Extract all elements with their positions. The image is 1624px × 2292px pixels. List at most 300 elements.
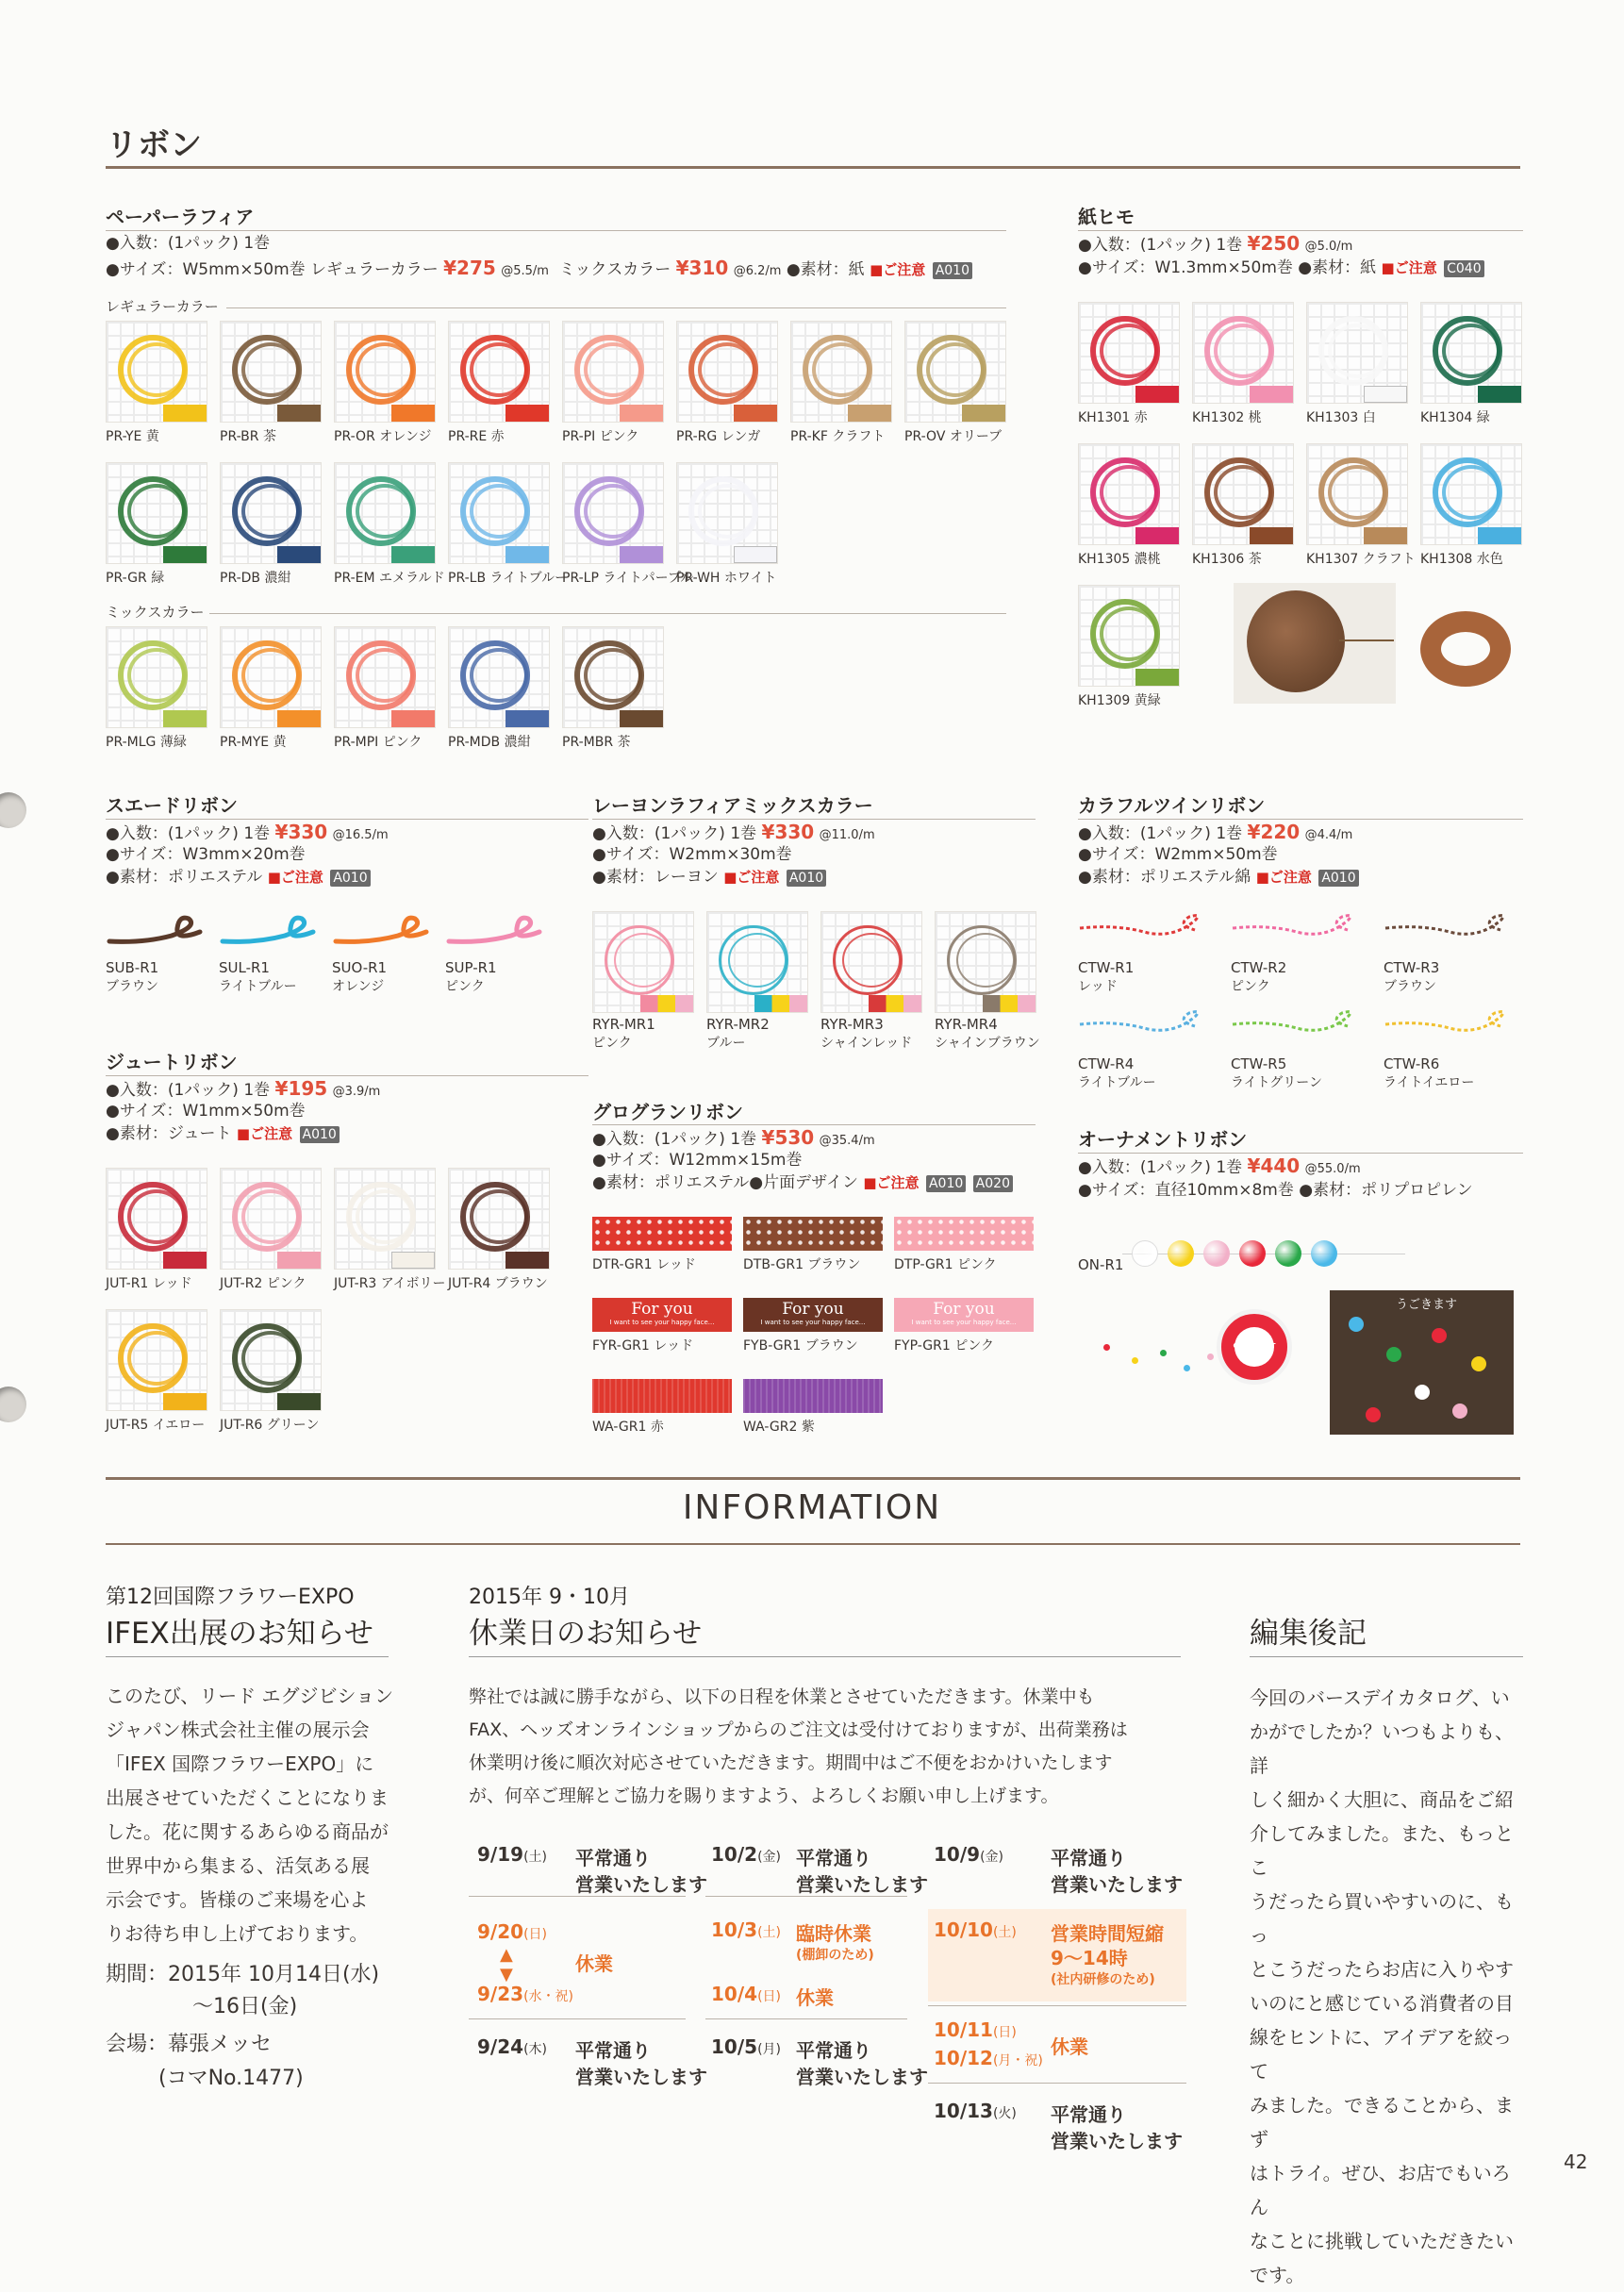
color-swatch [277,710,321,727]
ribbon-coil-inner [1100,324,1158,378]
code-badge: A010 [787,870,826,887]
product-code-label: FYB-GR1 ブラウン [743,1338,858,1354]
info-rule [106,1477,1520,1480]
divider [705,1896,907,1897]
product-swatch-tile [1420,302,1522,404]
product-swatch-tile [220,462,322,564]
paragraph-line: しく細かく大胆に、商品をご紹 [1250,1788,1514,1811]
color-swatch [505,710,549,727]
spec-text: ●素材：ポリエステル [106,868,263,887]
color-swatch [848,405,891,422]
unit-price: @35.4/m [819,1134,875,1148]
divider [1250,1656,1523,1657]
color-swatch [505,405,549,422]
color-swatch [1135,386,1179,403]
product-swatch-tile [562,321,664,423]
status-temp-closed: 臨時休業 [796,1922,871,1945]
product-code-label: PR-BR 茶 [220,429,276,444]
product-color-name: ライトブルー [1078,1075,1156,1090]
pompom [1311,1240,1337,1267]
grosgrain-ribbon-sample [894,1298,1034,1332]
date: 10/3 [711,1918,758,1941]
date: 9/20 [477,1920,524,1943]
mix-color-label: ミックスカラー [106,604,205,621]
color-swatch [163,1393,207,1410]
ribbon-coil-inner [356,342,414,397]
unit-price: @55.0/m [1304,1162,1361,1176]
status-hours: 9～14時 [1051,1947,1128,1969]
unit-price: @6.2/m [733,264,782,278]
paragraph-line: みました。できることから、まず [1250,2094,1514,2151]
expo-period: 期間：2015年 10月14日(水) [106,1963,380,1986]
date: 10/11 [934,2018,993,2041]
paper-raffia-spec1: ●入数：(1パック) 1巻 [106,234,271,253]
divider [928,2005,1186,2006]
ribbon-coil-inner [241,342,300,397]
color-swatch [734,546,777,563]
divider [106,819,588,820]
product-swatch-tile [562,462,664,564]
date: 9/19 [477,1843,524,1866]
color-swatch [962,405,1005,422]
product-code: SUO-R1 [332,959,388,976]
ribbon-coil-inner [356,648,414,703]
product-code-label: PR-OR オレンジ [334,429,432,444]
divider [106,1656,389,1657]
expo-booth: (コマNo.1477) [158,2067,304,2090]
paragraph-line: とこうだったらお店に入りやす [1250,1958,1514,1981]
holiday-body [469,1681,1185,1813]
ornament-spec1 [1078,1154,1361,1181]
date: 10/9 [934,1843,981,1866]
paragraph-line: 今回のバースデイカタログ、い [1250,1686,1510,1709]
divider [226,307,1006,308]
regular-color-label: レギュラーカラー [106,298,219,315]
holiday-title: 休業日のお知らせ [469,1617,703,1651]
product-swatch-tile [820,911,922,1013]
product-code: RYR-MR1 [592,1016,655,1033]
suede-cord-image [445,913,551,960]
ribbon-coil-inner [1442,324,1500,378]
product-code-label: JUT-R4 ブラウン [448,1276,548,1291]
expo-period-end: ～16日(金) [192,1995,298,2018]
color-swatch [1478,386,1521,403]
divider [209,613,1006,614]
information-heading: INFORMATION [682,1488,942,1527]
grosgrain-ribbon-sample [592,1217,732,1251]
product-code-label: JUT-R5 イエロー [106,1418,206,1433]
product-code: CTW-R1 [1078,959,1135,976]
product-swatch-tile [935,911,1036,1013]
product-swatch-tile [1420,443,1522,545]
color-swatch [1135,527,1179,544]
ribbon-coil-inner [584,648,642,703]
attention-mark: ■ご注意 [863,1174,920,1191]
grosgrain-ribbon-sample [894,1217,1034,1251]
price: ¥250 [1247,232,1301,255]
product-code: CTW-R4 [1078,1055,1135,1072]
product-swatch-tile [1078,585,1180,687]
ribbon-coil-inner [470,1189,528,1244]
product-code-label: PR-PI ピンク [562,429,639,444]
ribbon-coil-inner [241,648,300,703]
status-normal: 平常通り [1051,1847,1126,1869]
color-swatch [734,405,777,422]
ribbon-coil-inner [614,933,672,988]
spec-text: ●入数：(1パック) 1巻 [1078,824,1243,843]
divider [469,1656,1181,1657]
weekday: (火) [992,2106,1017,2121]
product-code-label: PR-LP ライトパープル [562,571,694,586]
status-closed: 休業 [1051,2035,1088,2058]
pompom [1168,1240,1194,1267]
product-code-label: PR-MYE 黄 [220,735,287,750]
product-swatch-tile [904,321,1006,423]
ribbon-coil-inner [812,342,870,397]
product-code-label: PR-GR 緑 [106,571,165,586]
ribbon-coil-inner [698,342,756,397]
product-code-label: PR-KF クラフト [790,429,886,444]
colorful-title: カラフルツインリボン [1078,794,1266,817]
pompom [1239,1240,1266,1267]
paragraph-line: 世界中から集まる、活気ある展 [106,1854,370,1877]
status-note: 営業いたします [1051,2130,1183,2152]
product-color-name: ブラウン [1384,979,1436,994]
product-code-label: PR-RG レンガ [676,429,761,444]
divider [1078,1153,1523,1154]
ribbon-coil-inner [241,484,300,539]
color-swatch [391,1252,435,1269]
unit-price: @5.0/m [1304,240,1353,254]
ribbon-coil-inner [956,933,1015,988]
spec-text: ●入数：(1パック) 1巻 [1078,236,1243,255]
spec-text: ●入数：(1パック) 1巻 [1078,1158,1243,1177]
grosgrain-ribbon-sample [743,1379,883,1413]
twin-cord-image [1384,1007,1516,1045]
divider [469,1896,686,1897]
product-code-label: PR-YE 黄 [106,429,159,444]
ribbon-coil-inner [470,484,528,539]
twin-cord-image [1231,1007,1363,1045]
kamihimo-title: 紙ヒモ [1078,206,1135,228]
unit-price: @11.0/m [819,828,875,842]
price: ¥330 [274,821,328,843]
expo-venue: 会場：幕張メッセ [106,2033,273,2056]
date: 10/4 [711,1983,758,2005]
product-code-label: JUT-R2 ピンク [220,1276,307,1291]
color-swatch [754,995,807,1012]
product-swatch-tile [448,321,550,423]
unit-price: @5.5/m [501,264,549,278]
date: 9/23 [477,1983,524,2005]
divider [1078,230,1523,231]
product-color-name: ライトイエロー [1384,1075,1475,1090]
ribbon-coil-inner [356,1189,414,1244]
twine-coil-photo [1415,594,1520,698]
twin-cord-image [1078,911,1210,949]
product-code-label: PR-MPI ピンク [334,735,423,750]
price: ¥310 [675,257,729,279]
status-note: 営業いたします [575,2066,707,2088]
product-code-label: DTP-GR1 ピンク [894,1257,997,1272]
rayon-title: レーヨンラフィアミックスカラー [592,794,873,817]
product-code: RYR-MR2 [706,1016,770,1033]
product-color-name: ピンク [592,1036,632,1051]
product-swatch-tile [448,1168,550,1270]
product-code-label: KH1305 濃桃 [1078,552,1161,567]
ribbon-coil-inner [1100,606,1158,661]
color-swatch [620,405,663,422]
product-code-label: DTR-GR1 レッド [592,1257,696,1272]
price: ¥440 [1247,1154,1301,1177]
code-badge: A010 [926,1175,966,1192]
ribbon-coil-inner [1100,465,1158,520]
grosgrain-spec2: ●サイズ：W12mm×15m巻 [592,1151,803,1170]
product-swatch-tile [1192,302,1294,404]
price: ¥275 [443,257,496,279]
product-code-label: JUT-R6 グリーン [220,1418,320,1433]
code-badge: A010 [300,1126,340,1143]
ribbon-coil-inner [1328,465,1386,520]
product-swatch-tile [334,321,436,423]
attention-mark: ■ご注意 [267,869,323,886]
ribbon-coil-inner [127,342,186,397]
weekday: (土) [992,1925,1017,1940]
product-swatch-tile [562,626,664,728]
paragraph-line: このたび、リード エグジビション [106,1685,394,1707]
product-swatch-tile [106,626,207,728]
suede-spec3 [106,866,371,889]
range-arrow-icon: ▲ ▼ [500,1945,513,1985]
spec-text: ●素材：ジュート [106,1124,232,1143]
color-swatch [1364,386,1407,403]
spec-text: ●入数：(1パック) 1巻 [592,824,757,843]
paragraph-line: 出展させていただくことになりま [106,1786,389,1809]
product-code-label: FYR-GR1 レッド [592,1338,694,1354]
status-note: (棚卸のため) [796,1948,874,1963]
product-code: CTW-R2 [1231,959,1287,976]
product-swatch-tile [592,911,694,1013]
product-code-label: FYP-GR1 ピンク [894,1338,994,1354]
ornament-photo [1330,1290,1514,1435]
product-swatch-tile [448,626,550,728]
ribbon-coil-inner [842,933,901,988]
status-note: 営業いたします [1051,1873,1183,1896]
status-note: 営業いたします [796,2066,928,2088]
color-swatch [1250,386,1293,403]
color-swatch [163,710,207,727]
spec-text: ●素材：ポリエステル●片面デザイン [592,1173,858,1192]
spec-text: ●入数：(1パック) 1巻 [592,1130,757,1149]
product-swatch-tile [676,462,778,564]
paragraph-line: うだったら買いやすいのに、もっ [1250,1890,1514,1947]
paragraph-line: なことに挑戦していただきたい [1250,2230,1514,2252]
spec-text: ●素材：紙 [786,260,865,279]
product-code-label: PR-EM エメラルド [334,571,445,586]
unit-price: @4.4/m [1304,828,1353,842]
weekday: (金) [980,1850,1003,1865]
status-note: 営業いたします [796,1873,928,1896]
code-badge: A010 [1318,870,1358,887]
spool-label: ORNAMENT RIBBON [1233,1342,1276,1357]
divider [705,2018,907,2019]
color-swatch [1135,669,1179,686]
product-code-label: KH1302 桃 [1192,410,1262,425]
suede-cord-image [219,913,324,960]
paragraph-line: 介してみました。また、もっとこ [1250,1822,1514,1879]
ribbon-print-subtext: I want to see your happy face... [911,1319,1017,1326]
ornament-title: オーナメントリボン [1078,1128,1248,1151]
product-swatch-tile [106,1168,207,1270]
product-code: RYR-MR4 [935,1016,998,1033]
spec-text: ミックスカラー [558,260,671,279]
status-normal: 平常通り [575,1847,651,1869]
pompom [1132,1240,1158,1267]
product-code-label: JUT-R1 レッド [106,1276,192,1291]
code-badge: A010 [933,262,972,279]
jute-title: ジュートリボン [106,1051,238,1073]
ribbon-print-text: For you [933,1300,995,1319]
product-code-label: PR-MBR 茶 [562,735,631,750]
ribbon-coil-inner [1214,465,1272,520]
product-swatch-tile [1192,443,1294,545]
color-swatch [163,546,207,563]
color-swatch [391,710,435,727]
jute-spec2: ●サイズ：W1mm×50m巻 [106,1102,306,1121]
spec-text: ●素材：ポリエステル綿 [1078,868,1251,887]
divider [592,1124,1036,1125]
page-number: 42 [1564,2151,1588,2173]
product-code-label: KH1301 赤 [1078,410,1148,425]
product-code-label: PR-RE 赤 [448,429,505,444]
pompom [1275,1240,1301,1267]
code-badge: A020 [973,1175,1013,1192]
attention-mark: ■ご注意 [870,261,926,278]
weekday: (日) [992,2025,1017,2040]
colorful-spec3 [1078,866,1359,889]
grosgrain-ribbon-sample [592,1298,732,1332]
unit-price: @16.5/m [332,828,389,842]
product-swatch-tile [1306,443,1408,545]
ribbon-coil-inner [241,1189,300,1244]
product-code: SUL-R1 [219,959,270,976]
ribbon-coil-inner [1442,465,1500,520]
product-code: SUP-R1 [445,959,497,976]
colorful-spec2: ●サイズ：W2mm×50m巻 [1078,845,1278,864]
weekday: (日) [757,1989,781,2004]
weekday: (木) [523,2042,547,2057]
page-title: リボン [106,126,202,164]
status-normal: 平常通り [796,1847,871,1869]
suede-title: スエードリボン [106,794,238,817]
status-closed: 休業 [575,1952,613,1975]
price: ¥220 [1247,821,1301,843]
color-swatch [505,1252,549,1269]
product-code-label: KH1303 白 [1306,410,1376,425]
color-swatch [505,546,549,563]
product-code-label: KH1308 水色 [1420,552,1503,567]
product-swatch-tile [220,1309,322,1411]
price: ¥330 [761,821,815,843]
ribbon-coil-inner [470,648,528,703]
pompom [1203,1240,1230,1267]
divider [928,2083,1186,2084]
paragraph-line: 「IFEX 国際フラワーEXPO」に [106,1752,374,1775]
product-code: CTW-R5 [1231,1055,1287,1072]
product-code-label: KH1306 茶 [1192,552,1262,567]
photo-caption: うごきます [1396,1298,1458,1312]
divider [1078,819,1523,820]
color-swatch [277,1252,321,1269]
weekday: (水・祝) [523,1989,573,2004]
color-swatch [869,995,921,1012]
product-swatch-tile [220,1168,322,1270]
code-badge: C040 [1444,260,1484,277]
status-shortened: 営業時間短縮 [1051,1922,1164,1945]
editor-title: 編集後記 [1250,1617,1367,1651]
spec-text: ●素材：レーヨン [592,868,719,887]
product-code-label: PR-LB ライトブルー [448,571,569,586]
ribbon-coil-inner [356,484,414,539]
color-swatch [1364,527,1407,544]
ribbon-coil-inner [127,648,186,703]
paragraph-line: FAX、ヘッズオンラインショップからのご注文は受付けておりますが、出荷業務は [469,1719,1128,1740]
product-swatch-tile [1306,302,1408,404]
ribbon-coil-inner [926,342,985,397]
pompom-string [1122,1237,1405,1271]
ribbon-coil-inner [728,933,787,988]
paragraph-line: した。花に関するあらゆる商品が [106,1820,389,1843]
ribbon-coil-inner [1328,324,1386,378]
status-note: 営業いたします [575,1873,707,1896]
code-badge: A010 [330,870,370,887]
date: 10/12 [934,2047,993,2069]
ribbon-print-subtext: I want to see your happy face... [760,1319,866,1326]
color-swatch [163,1252,207,1269]
product-swatch-tile [706,911,808,1013]
ribbon-coil-inner [241,1331,300,1386]
weekday: (金) [757,1850,781,1865]
product-swatch-tile [448,462,550,564]
product-code-label: KH1307 クラフト [1306,552,1416,567]
product-code-label: PR-MLG 薄緑 [106,735,187,750]
product-code-label: PR-MDB 濃紺 [448,735,531,750]
ribbon-coil-inner [127,1189,186,1244]
ornament-code: ON-R1 [1078,1256,1124,1273]
product-code: SUB-R1 [106,959,159,976]
paragraph-line: りお待ち申し上げております。 [106,1922,369,1945]
color-swatch [983,995,1036,1012]
suede-spec2: ●サイズ：W3mm×20m巻 [106,845,306,864]
color-swatch [163,405,207,422]
ribbon-coil-inner [127,1331,186,1386]
rayon-spec3 [592,866,826,889]
weekday: (月) [757,2042,781,2057]
ribbon-coil-inner [1214,324,1272,378]
product-code-label: KH1309 黄緑 [1078,693,1161,708]
color-swatch [277,1393,321,1410]
grosgrain-ribbon-sample [743,1217,883,1251]
suede-cord-image [106,913,211,960]
expo-title: IFEX出展のお知らせ [106,1617,373,1651]
divider [106,1075,588,1076]
ribbon-coil-inner [584,342,642,397]
grosgrain-spec3 [592,1171,1013,1194]
product-code-label: PR-OV オリーブ [904,429,1003,444]
color-swatch [1250,527,1293,544]
color-swatch [640,995,693,1012]
ribbon-coil-inner [698,484,756,539]
